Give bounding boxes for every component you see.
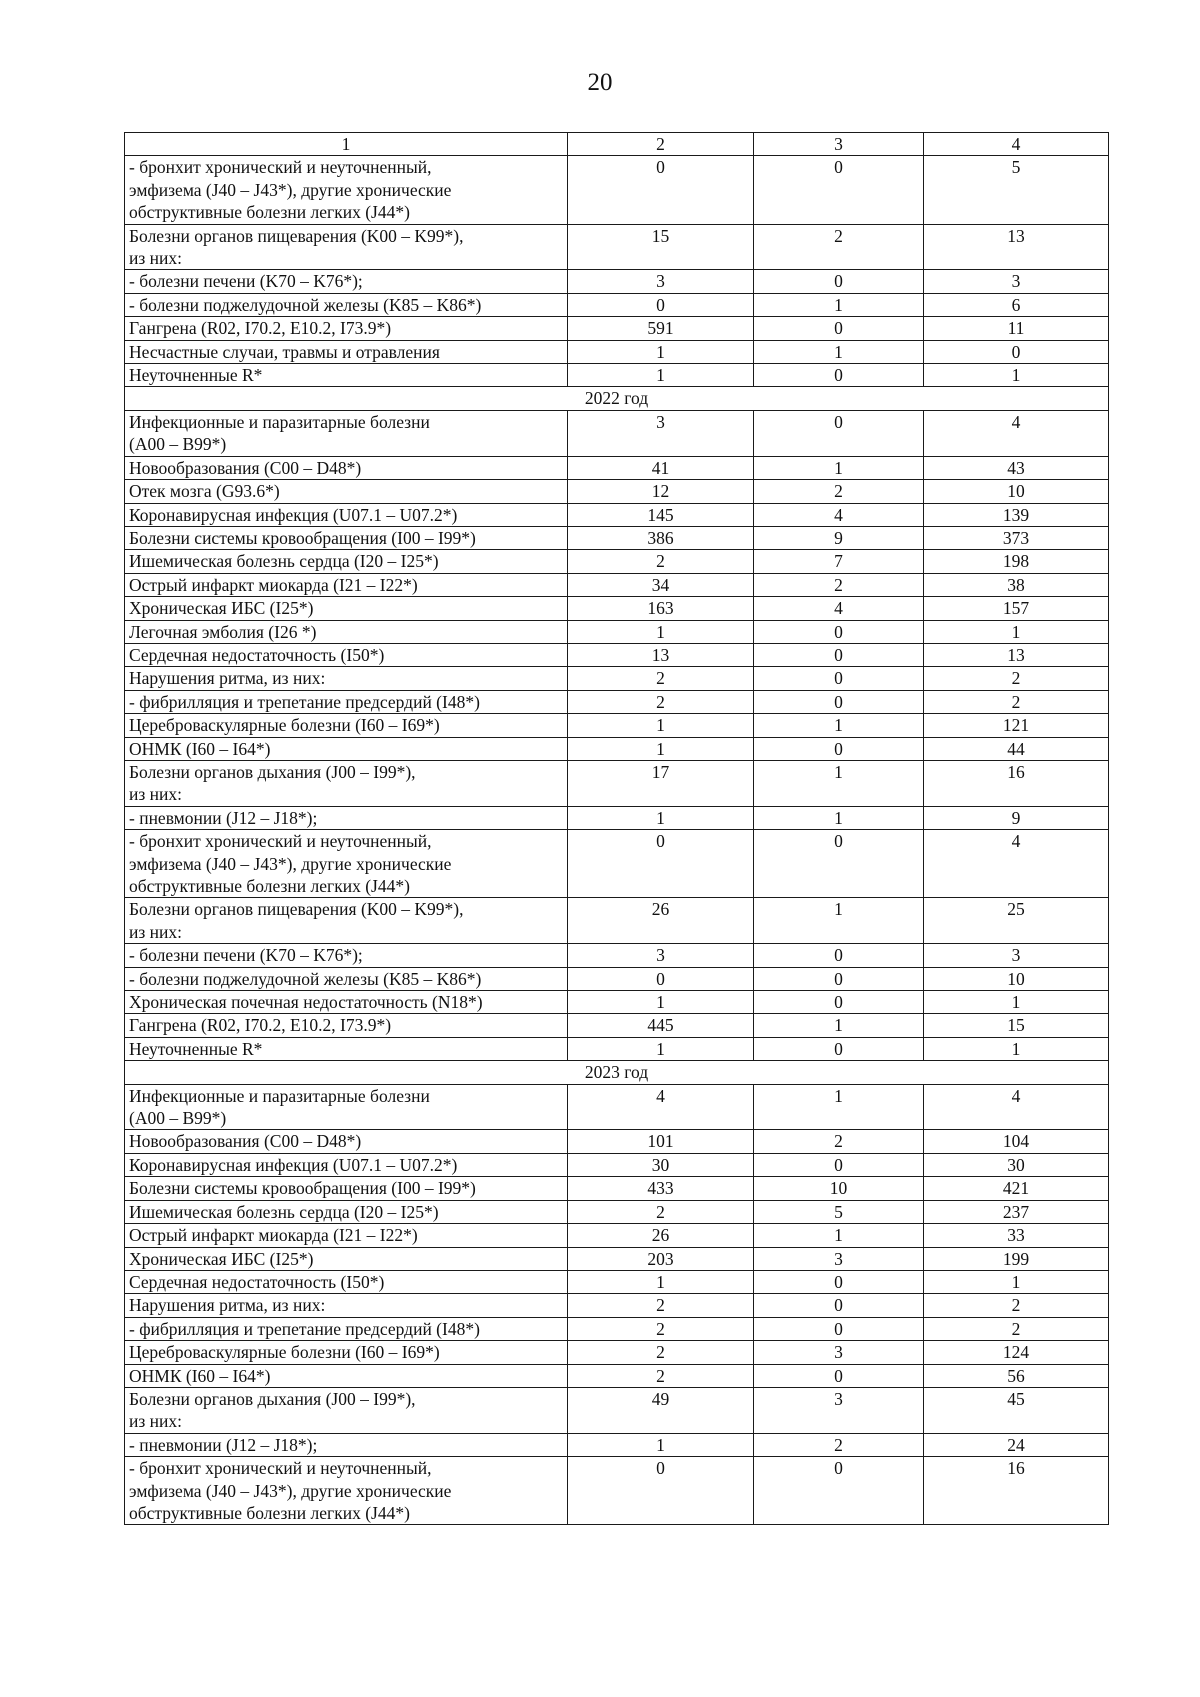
row-label-cell: - бронхит хронический и неуточненный, эмфизема (J40 – J43*), другие хронические обструктивные болезни легких (J44*) [125, 156, 568, 224]
table-row [125, 550, 1109, 573]
value-cell-col-4: 13 [924, 643, 1109, 666]
table-row [125, 737, 1109, 760]
table-row [125, 224, 1109, 270]
table-row [125, 991, 1109, 1014]
statistics-table-container [124, 132, 1108, 1525]
row-label-cell: Болезни органов пищеварения (K00 – K99*), из них: [125, 898, 568, 944]
row-label-cell: Легочная эмболия (I26 *) [125, 620, 568, 643]
value-cell-col-2: 3 [568, 410, 754, 456]
value-cell-col-4: 16 [924, 1457, 1109, 1525]
table-row [125, 480, 1109, 503]
row-label-cell: Сердечная недостаточность (I50*) [125, 643, 568, 666]
value-cell-col-2: 1 [568, 714, 754, 737]
value-cell-col-2: 163 [568, 597, 754, 620]
row-label-cell: Цереброваскулярные болезни (I60 – I69*) [125, 714, 568, 737]
row-label-cell: Болезни органов дыхания (J00 – I99*), из них: [125, 1387, 568, 1433]
value-cell-col-2: 1 [568, 806, 754, 829]
value-cell-col-2: 12 [568, 480, 754, 503]
table-row [125, 1247, 1109, 1270]
value-cell-col-2: 2 [568, 667, 754, 690]
value-cell-col-3: 2 [754, 224, 924, 270]
table-row [125, 967, 1109, 990]
table-row [125, 503, 1109, 526]
table-row [125, 597, 1109, 620]
value-cell-col-4: 4 [924, 1084, 1109, 1130]
table-row [125, 1294, 1109, 1317]
value-cell-col-2: 30 [568, 1153, 754, 1176]
value-cell-col-2: 1 [568, 1433, 754, 1456]
value-cell-col-3: 3 [754, 1247, 924, 1270]
value-cell-col-2: 1 [568, 1037, 754, 1060]
table-row [125, 667, 1109, 690]
value-cell-col-2: 3 [568, 944, 754, 967]
value-cell-col-4: 45 [924, 1387, 1109, 1433]
value-cell-col-3: 7 [754, 550, 924, 573]
row-label-cell: Хроническая ИБС (I25*) [125, 597, 568, 620]
value-cell-col-3: 5 [754, 1200, 924, 1223]
value-cell-col-4: 124 [924, 1341, 1109, 1364]
value-cell-col-4: 38 [924, 573, 1109, 596]
value-cell-col-3: 0 [754, 1153, 924, 1176]
value-cell-col-3: 0 [754, 737, 924, 760]
value-cell-col-2: 101 [568, 1130, 754, 1153]
value-cell-col-2: 1 [568, 340, 754, 363]
value-cell-col-3: 0 [754, 1037, 924, 1060]
value-cell-col-3: 9 [754, 526, 924, 549]
column-number-3: 3 [754, 133, 924, 156]
value-cell-col-3: 1 [754, 898, 924, 944]
table-row [125, 830, 1109, 898]
value-cell-col-2: 1 [568, 737, 754, 760]
row-label-cell: Болезни органов пищеварения (K00 – K99*), из них: [125, 224, 568, 270]
value-cell-col-4: 33 [924, 1224, 1109, 1247]
table-row [125, 1433, 1109, 1456]
value-cell-col-2: 3 [568, 270, 754, 293]
value-cell-col-4: 15 [924, 1014, 1109, 1037]
row-label-cell: Коронавирусная инфекция (U07.1 – U07.2*) [125, 1153, 568, 1176]
value-cell-col-4: 1 [924, 991, 1109, 1014]
value-cell-col-3: 1 [754, 1084, 924, 1130]
column-number-4: 4 [924, 133, 1109, 156]
value-cell-col-4: 4 [924, 410, 1109, 456]
table-row [125, 1037, 1109, 1060]
row-label-cell: - болезни поджелудочной железы (K85 – K86*) [125, 293, 568, 316]
value-cell-col-2: 1 [568, 1270, 754, 1293]
value-cell-col-3: 2 [754, 573, 924, 596]
row-label-cell: - болезни печени (K70 – K76*); [125, 270, 568, 293]
value-cell-col-3: 2 [754, 480, 924, 503]
value-cell-col-3: 1 [754, 714, 924, 737]
value-cell-col-3: 1 [754, 1224, 924, 1247]
value-cell-col-2: 26 [568, 898, 754, 944]
column-number-1: 1 [125, 133, 568, 156]
value-cell-col-4: 56 [924, 1364, 1109, 1387]
row-label-cell: - бронхит хронический и неуточненный, эмфизема (J40 – J43*), другие хронические обструктивные болезни легких (J44*) [125, 830, 568, 898]
mortality-statistics-table [124, 132, 1109, 1525]
value-cell-col-2: 2 [568, 1364, 754, 1387]
value-cell-col-3: 1 [754, 340, 924, 363]
row-label-cell: Нарушения ритма, из них: [125, 1294, 568, 1317]
row-label-cell: Инфекционные и паразитарные болезни (А00 – В99*) [125, 410, 568, 456]
value-cell-col-2: 433 [568, 1177, 754, 1200]
value-cell-col-4: 30 [924, 1153, 1109, 1176]
row-label-cell: Болезни органов дыхания (J00 – I99*), из них: [125, 760, 568, 806]
value-cell-col-4: 373 [924, 526, 1109, 549]
row-label-cell: - фибрилляция и трепетание предсердий (I48*) [125, 690, 568, 713]
value-cell-col-2: 13 [568, 643, 754, 666]
value-cell-col-4: 1 [924, 364, 1109, 387]
value-cell-col-3: 3 [754, 1387, 924, 1433]
table-row [125, 410, 1109, 456]
value-cell-col-4: 13 [924, 224, 1109, 270]
value-cell-col-2: 17 [568, 760, 754, 806]
value-cell-col-4: 3 [924, 944, 1109, 967]
value-cell-col-4: 16 [924, 760, 1109, 806]
value-cell-col-3: 0 [754, 410, 924, 456]
row-label-cell: ОНМК (I60 – I64*) [125, 1364, 568, 1387]
value-cell-col-3: 0 [754, 1317, 924, 1340]
value-cell-col-4: 139 [924, 503, 1109, 526]
table-row [125, 944, 1109, 967]
value-cell-col-3: 0 [754, 643, 924, 666]
value-cell-col-4: 421 [924, 1177, 1109, 1200]
table-row [125, 456, 1109, 479]
table-row [125, 690, 1109, 713]
row-label-cell: Хроническая ИБС (I25*) [125, 1247, 568, 1270]
value-cell-col-4: 2 [924, 690, 1109, 713]
value-cell-col-3: 1 [754, 806, 924, 829]
value-cell-col-4: 104 [924, 1130, 1109, 1153]
row-label-cell: - фибрилляция и трепетание предсердий (I48*) [125, 1317, 568, 1340]
table-row [125, 340, 1109, 363]
row-label-cell: Новообразования (С00 – D48*) [125, 1130, 568, 1153]
value-cell-col-3: 0 [754, 667, 924, 690]
value-cell-col-3: 0 [754, 620, 924, 643]
value-cell-col-3: 2 [754, 1433, 924, 1456]
row-label-cell: Острый инфаркт миокарда (I21 – I22*) [125, 1224, 568, 1247]
value-cell-col-4: 9 [924, 806, 1109, 829]
value-cell-col-2: 49 [568, 1387, 754, 1433]
table-row [125, 156, 1109, 224]
table-row [125, 1130, 1109, 1153]
table-row [125, 898, 1109, 944]
row-label-cell: Гангрена (R02, I70.2, E10.2, I73.9*) [125, 1014, 568, 1037]
value-cell-col-4: 43 [924, 456, 1109, 479]
value-cell-col-4: 2 [924, 1294, 1109, 1317]
value-cell-col-2: 2 [568, 1200, 754, 1223]
value-cell-col-3: 1 [754, 456, 924, 479]
value-cell-col-4: 157 [924, 597, 1109, 620]
value-cell-col-4: 5 [924, 156, 1109, 224]
value-cell-col-2: 0 [568, 156, 754, 224]
value-cell-col-2: 1 [568, 364, 754, 387]
value-cell-col-2: 0 [568, 1457, 754, 1525]
table-row [125, 1224, 1109, 1247]
value-cell-col-4: 10 [924, 967, 1109, 990]
table-body [125, 133, 1109, 1525]
table-row [125, 1457, 1109, 1525]
table-row [125, 1270, 1109, 1293]
value-cell-col-2: 203 [568, 1247, 754, 1270]
value-cell-col-2: 26 [568, 1224, 754, 1247]
value-cell-col-4: 121 [924, 714, 1109, 737]
value-cell-col-3: 1 [754, 760, 924, 806]
row-label-cell: Несчастные случаи, травмы и отравления [125, 340, 568, 363]
table-row [125, 643, 1109, 666]
value-cell-col-3: 3 [754, 1341, 924, 1364]
row-label-cell: - бронхит хронический и неуточненный, эмфизема (J40 – J43*), другие хронические обструктивные болезни легких (J44*) [125, 1457, 568, 1525]
table-row [125, 760, 1109, 806]
value-cell-col-4: 2 [924, 1317, 1109, 1340]
value-cell-col-2: 15 [568, 224, 754, 270]
column-number-row [125, 133, 1109, 156]
table-row [125, 364, 1109, 387]
value-cell-col-2: 4 [568, 1084, 754, 1130]
value-cell-col-2: 1 [568, 620, 754, 643]
value-cell-col-4: 0 [924, 340, 1109, 363]
value-cell-col-3: 0 [754, 156, 924, 224]
table-row [125, 1387, 1109, 1433]
value-cell-col-4: 10 [924, 480, 1109, 503]
table-row [125, 714, 1109, 737]
row-label-cell: Нарушения ритма, из них: [125, 667, 568, 690]
row-label-cell: Неуточненные R* [125, 1037, 568, 1060]
value-cell-col-3: 0 [754, 1294, 924, 1317]
year-section-row [125, 1061, 1109, 1084]
value-cell-col-4: 2 [924, 667, 1109, 690]
table-row [125, 270, 1109, 293]
table-row [125, 573, 1109, 596]
table-row [125, 293, 1109, 316]
value-cell-col-2: 1 [568, 991, 754, 1014]
value-cell-col-2: 2 [568, 550, 754, 573]
row-label-cell: Гангрена (R02, I70.2, E10.2, I73.9*) [125, 317, 568, 340]
row-label-cell: Цереброваскулярные болезни (I60 – I69*) [125, 1341, 568, 1364]
table-row [125, 806, 1109, 829]
value-cell-col-2: 2 [568, 1341, 754, 1364]
row-label-cell: - пневмонии (J12 – J18*); [125, 1433, 568, 1456]
value-cell-col-4: 199 [924, 1247, 1109, 1270]
row-label-cell: Сердечная недостаточность (I50*) [125, 1270, 568, 1293]
value-cell-col-2: 0 [568, 830, 754, 898]
year-section-label: 2022 год [125, 387, 1109, 410]
value-cell-col-4: 237 [924, 1200, 1109, 1223]
value-cell-col-3: 0 [754, 270, 924, 293]
table-row [125, 526, 1109, 549]
value-cell-col-2: 445 [568, 1014, 754, 1037]
value-cell-col-3: 0 [754, 364, 924, 387]
value-cell-col-4: 44 [924, 737, 1109, 760]
value-cell-col-4: 1 [924, 1270, 1109, 1293]
row-label-cell: Болезни системы кровообращения (I00 – I99*) [125, 526, 568, 549]
value-cell-col-3: 4 [754, 503, 924, 526]
row-label-cell: Ишемическая болезнь сердца (I20 – I25*) [125, 1200, 568, 1223]
page-number: 20 [587, 69, 613, 96]
value-cell-col-2: 41 [568, 456, 754, 479]
value-cell-col-3: 0 [754, 1457, 924, 1525]
table-row [125, 1084, 1109, 1130]
value-cell-col-3: 0 [754, 830, 924, 898]
value-cell-col-3: 1 [754, 1014, 924, 1037]
value-cell-col-4: 25 [924, 898, 1109, 944]
row-label-cell: - пневмонии (J12 – J18*); [125, 806, 568, 829]
row-label-cell: Болезни системы кровообращения (I00 – I99*) [125, 1177, 568, 1200]
year-section-row [125, 387, 1109, 410]
row-label-cell: Хроническая почечная недостаточность (N18*) [125, 991, 568, 1014]
value-cell-col-2: 591 [568, 317, 754, 340]
table-row [125, 1153, 1109, 1176]
value-cell-col-2: 2 [568, 1294, 754, 1317]
table-row [125, 620, 1109, 643]
row-label-cell: Ишемическая болезнь сердца (I20 – I25*) [125, 550, 568, 573]
table-row [125, 1200, 1109, 1223]
row-label-cell: ОНМК (I60 – I64*) [125, 737, 568, 760]
column-number-2: 2 [568, 133, 754, 156]
value-cell-col-3: 0 [754, 1364, 924, 1387]
value-cell-col-2: 2 [568, 1317, 754, 1340]
value-cell-col-3: 2 [754, 1130, 924, 1153]
value-cell-col-2: 34 [568, 573, 754, 596]
table-row [125, 1341, 1109, 1364]
row-label-cell: Острый инфаркт миокарда (I21 – I22*) [125, 573, 568, 596]
row-label-cell: Отек мозга (G93.6*) [125, 480, 568, 503]
table-row [125, 1364, 1109, 1387]
value-cell-col-3: 0 [754, 317, 924, 340]
value-cell-col-2: 0 [568, 293, 754, 316]
value-cell-col-4: 6 [924, 293, 1109, 316]
value-cell-col-2: 145 [568, 503, 754, 526]
value-cell-col-3: 4 [754, 597, 924, 620]
row-label-cell: Инфекционные и паразитарные болезни (А00 – В99*) [125, 1084, 568, 1130]
value-cell-col-3: 0 [754, 944, 924, 967]
value-cell-col-4: 3 [924, 270, 1109, 293]
value-cell-col-3: 0 [754, 967, 924, 990]
table-row [125, 1014, 1109, 1037]
value-cell-col-4: 11 [924, 317, 1109, 340]
row-label-cell: - болезни поджелудочной железы (K85 – K86*) [125, 967, 568, 990]
value-cell-col-3: 0 [754, 690, 924, 713]
value-cell-col-4: 1 [924, 1037, 1109, 1060]
value-cell-col-4: 24 [924, 1433, 1109, 1456]
row-label-cell: Коронавирусная инфекция (U07.1 – U07.2*) [125, 503, 568, 526]
row-label-cell: - болезни печени (K70 – K76*); [125, 944, 568, 967]
value-cell-col-2: 2 [568, 690, 754, 713]
value-cell-col-3: 1 [754, 293, 924, 316]
table-row [125, 317, 1109, 340]
value-cell-col-3: 0 [754, 1270, 924, 1293]
value-cell-col-4: 198 [924, 550, 1109, 573]
value-cell-col-4: 4 [924, 830, 1109, 898]
value-cell-col-2: 0 [568, 967, 754, 990]
row-label-cell: Новообразования (С00 – D48*) [125, 456, 568, 479]
table-row [125, 1317, 1109, 1340]
year-section-label: 2023 год [125, 1061, 1109, 1084]
value-cell-col-4: 1 [924, 620, 1109, 643]
row-label-cell: Неуточненные R* [125, 364, 568, 387]
table-row [125, 1177, 1109, 1200]
value-cell-col-2: 386 [568, 526, 754, 549]
value-cell-col-3: 10 [754, 1177, 924, 1200]
value-cell-col-3: 0 [754, 991, 924, 1014]
